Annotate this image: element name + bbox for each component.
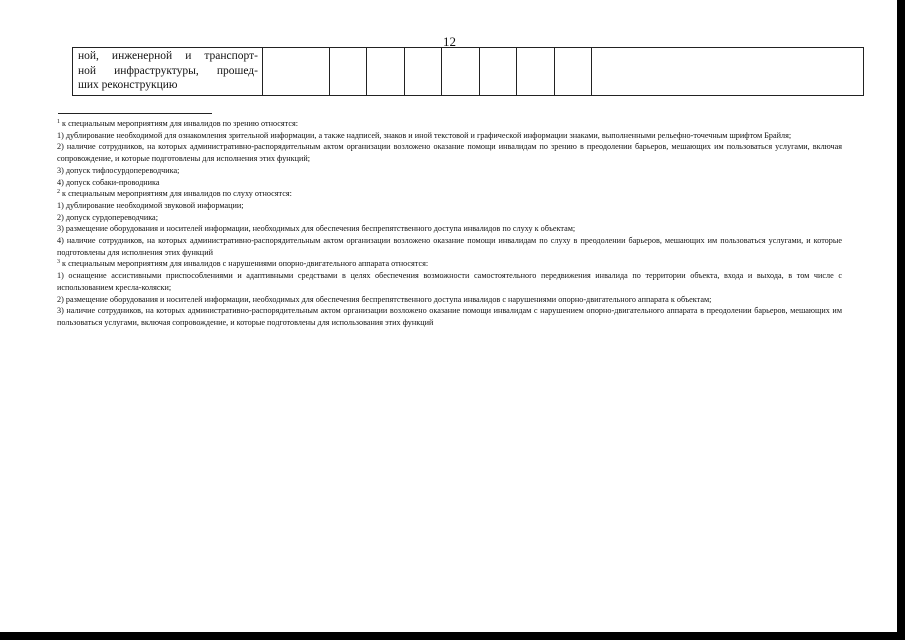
footnote-line [57,270,842,293]
footnote-line [57,188,842,200]
table-cell [330,48,367,96]
footnote-text: 2) наличие сотрудников, на которых административно-распорядительным актом организации возложено оказание помощи инвалидам по зрению в преодолении барьеров, мешающих им пользоваться услугами, включая сопровождение, и которые подготовлены для исполнения этих функций; [57,142,842,164]
footnote-line [57,118,842,130]
footnote-line [57,177,842,189]
footnote-line [57,130,842,142]
scan-edge-right [897,0,905,640]
page-number: 12 [443,34,456,49]
footnote-line [57,141,842,164]
footnote-text: 1) дублирование необходимой для ознакомления зрительной информации, а также надписей, знаков и иной текстовой и графической информации знаками, выполненными рельефно-точечным шрифтом Брайля; [57,130,792,140]
cell-text-line: ной инфраструктуры, прошед- [78,64,258,77]
footnote-text: 1) дублирование необходимой звуковой информации; [57,200,244,210]
table-cell [517,48,555,96]
footnote-text: 4) наличие сотрудников, на которых административно-распорядительным актом организации возложено оказание помощи инвалидам по слуху в преодолении барьеров, мешающих им пользоваться услугами, и которые подготовлены для исполнения этих функций [57,236,842,257]
footnote-line [57,305,842,328]
cell-text-line: ной, инженерной и транспорт- [78,50,258,62]
footnote-text: к специальным мероприятиям для инвалидов по слуху относятся: [62,189,292,199]
footnote-marker: 3 [57,259,60,266]
footnote-text: 3) допуск тифлосурдопереводчика; [57,165,180,175]
table-cell-description [73,48,263,96]
footnote-text: к специальным мероприятиям для инвалидов по зрению относятся: [62,119,299,128]
footnote-line [57,258,842,270]
footnote-line [57,165,842,177]
footnote-text: 2) размещение оборудования и носителей информации, необходимых для обеспечения беспрепятственного доступа инвалидов с нарушениями опорно-двигательного аппарата к объектам; [57,294,712,304]
continued-table [72,47,864,96]
footnote-line [57,294,842,306]
footnote-text: 4) допуск собаки-проводника [57,177,160,187]
footnote-line [57,235,842,258]
table-cell [592,48,864,96]
footnote-line [57,212,842,224]
table-cell [367,48,405,96]
footnote-text: 3) размещение оборудования и носителей информации, необходимых для обеспечения беспрепятственного доступа инвалидов по слуху к объектам; [57,224,576,234]
footnote-text: 1) оснащение ассистивными приспособлениями и адаптивными средствами в целях обеспечения возможности самостоятельного передвижения инвалида по территории объекта, входа и выхода, в том числе с использованием кресла-коляски; [57,271,842,292]
footnote-line [57,223,842,235]
footnote-text: 2) допуск сурдопереводчика; [57,212,158,222]
table-cell [405,48,442,96]
table-cell [555,48,592,96]
table-cell [263,48,330,96]
footnote-text: 3) наличие сотрудников, на которых административно-распорядительным актом организации возложено оказание помощи инвалидам с нарушением опорно-двигательного аппарата в преодолении барьеров, мешающих им пользоваться услугами, включая сопровождение, и которые подготовлены для использования этих функций [57,306,842,327]
table-cell [480,48,517,96]
cell-text-line: ших реконструкцию [78,79,178,91]
footnote-text: к специальным мероприятиям для инвалидов с нарушениями опорно-двигательного аппарата относятся: [62,259,429,269]
table-cell [442,48,480,96]
scan-edge-bottom [0,632,905,640]
footnote-separator [58,113,212,114]
table-row [73,48,864,96]
footnote-line [57,200,842,212]
footnotes [57,118,842,329]
footnote-marker: 1 [57,119,60,125]
footnote-marker: 2 [57,189,60,196]
